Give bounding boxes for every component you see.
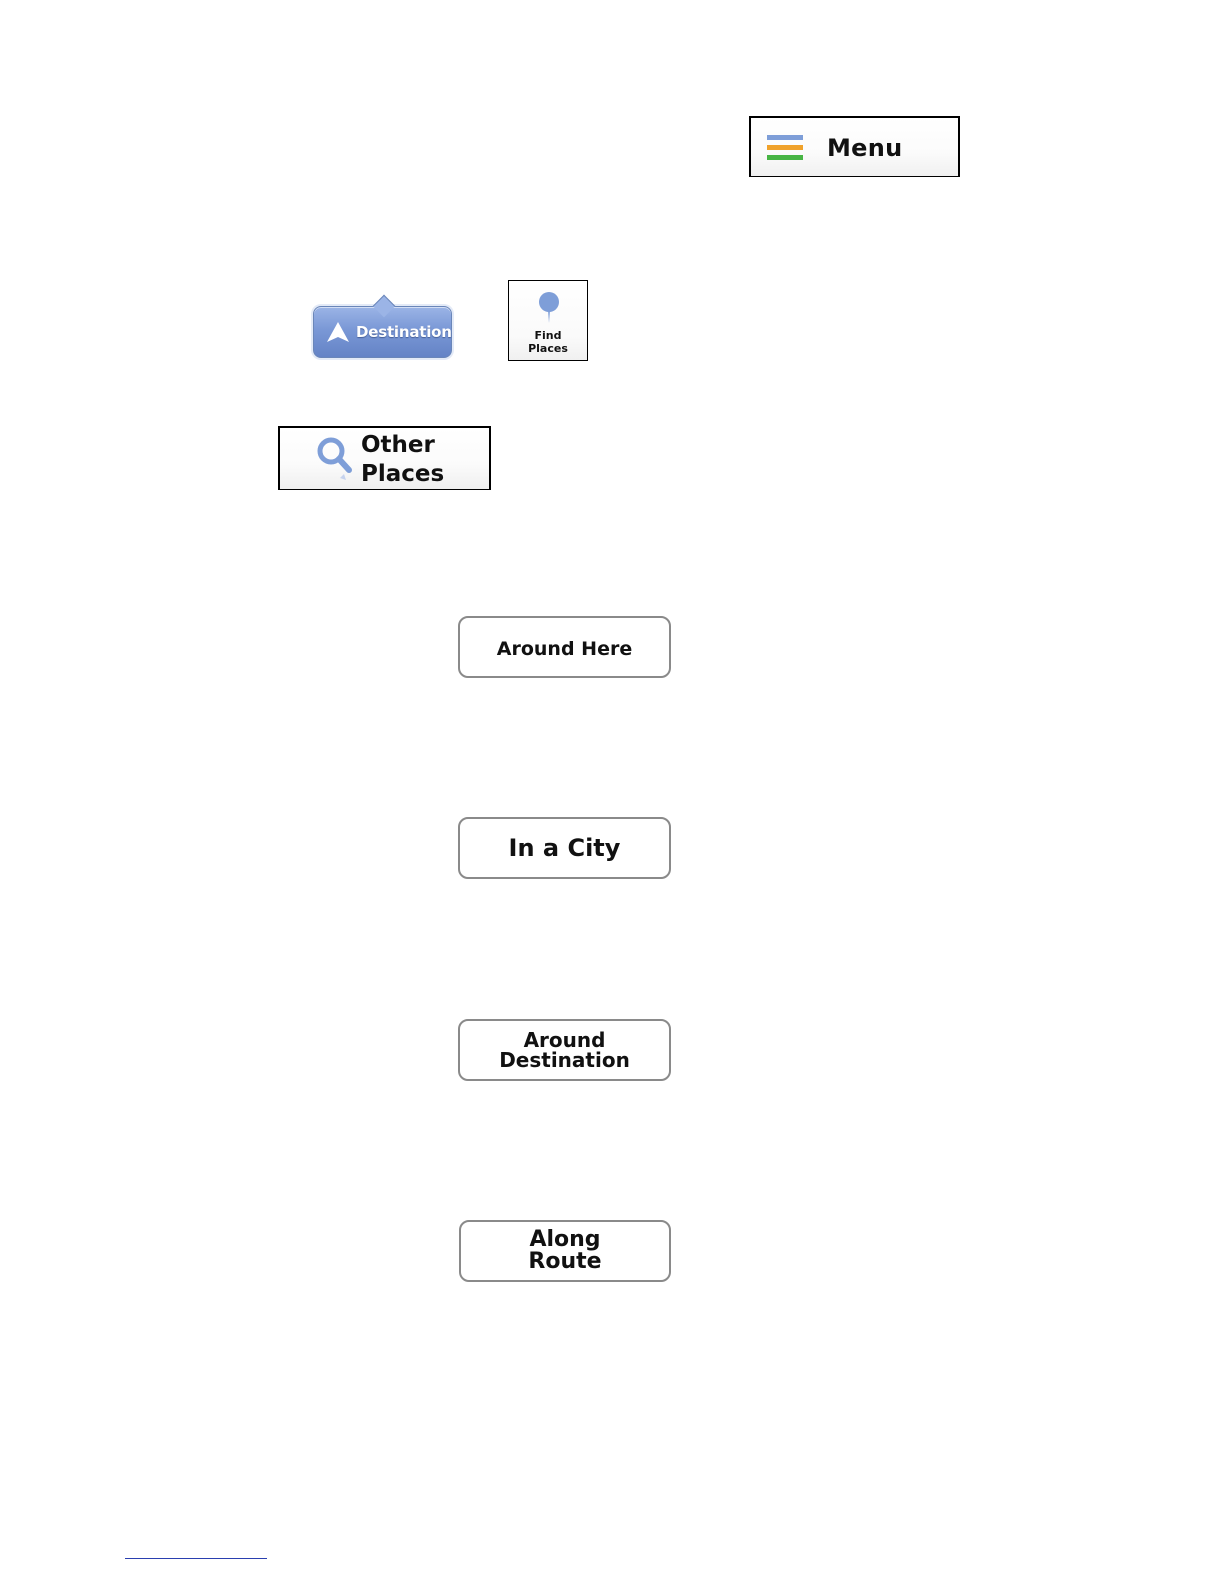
find-places-label-line1: Find bbox=[534, 329, 562, 342]
around-destination-label: Around Destination bbox=[499, 1028, 630, 1072]
search-icon bbox=[314, 434, 354, 484]
find-places-label-line2: Places bbox=[528, 342, 568, 355]
footnote-divider bbox=[125, 1558, 267, 1559]
destination-button-notch bbox=[373, 295, 396, 318]
around-destination-button[interactable] bbox=[458, 1019, 671, 1081]
menu-button[interactable] bbox=[749, 116, 960, 177]
menu-button-label: Menu bbox=[827, 134, 903, 162]
navigation-arrow-icon bbox=[326, 321, 350, 343]
destination-button-label: Destination bbox=[356, 323, 452, 341]
find-places-button[interactable] bbox=[508, 280, 588, 361]
other-places-label-line1: Other bbox=[361, 432, 435, 458]
other-places-label-line2: Places bbox=[361, 461, 445, 487]
find-places-label bbox=[509, 329, 587, 355]
along-route-button[interactable] bbox=[459, 1220, 671, 1282]
map-pin-icon bbox=[537, 291, 561, 325]
in-a-city-button[interactable] bbox=[458, 817, 671, 879]
destination-button[interactable] bbox=[313, 306, 452, 358]
around-here-button[interactable] bbox=[458, 616, 671, 678]
hamburger-icon bbox=[767, 135, 803, 165]
other-places-button[interactable] bbox=[278, 426, 491, 490]
in-a-city-label: In a City bbox=[508, 834, 621, 862]
along-route-label: Along Route bbox=[528, 1227, 602, 1274]
other-places-label bbox=[361, 431, 444, 489]
around-here-label: Around Here bbox=[496, 637, 633, 660]
